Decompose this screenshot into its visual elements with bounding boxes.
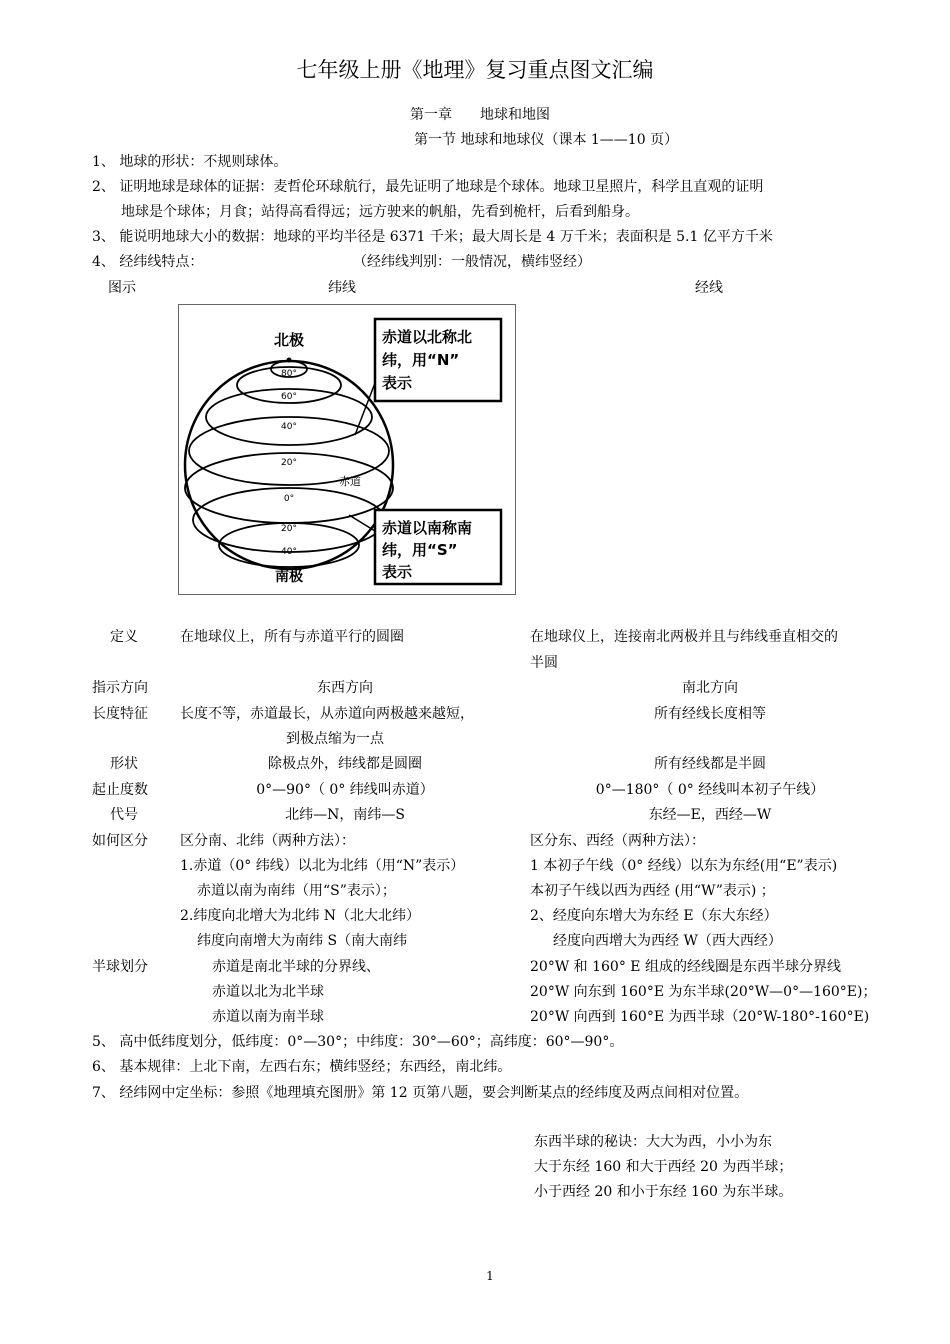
lat-definition: 在地球仪上，所有与赤道平行的圆圈 <box>180 629 404 645</box>
lat-distinguish-1: 区分南、北纬（两种方法）： <box>180 833 355 849</box>
point-4: 4、 经纬线特点： <box>92 254 204 270</box>
section-heading: 第一节 地球和地球仪（课本 1——10 页） <box>414 132 679 148</box>
callout-south-line-3: 表示 <box>382 563 413 581</box>
row-label-figure: 图示 <box>108 280 136 296</box>
callout-south-line-1: 赤道以南称南 <box>382 519 473 537</box>
callout-north-line-3: 表示 <box>382 374 413 392</box>
secret-line-3: 小于西经 20 和小于东经 160 为东半球。 <box>534 1184 793 1200</box>
lat-hemisphere-1: 赤道是南北半球的分界线、 <box>212 959 380 975</box>
lon-direction: 南北方向 <box>682 680 738 696</box>
point-4-note: （经纬线判别：一般情况，横纬竖经） <box>353 254 591 270</box>
lat-code: 北纬—N，南纬—S <box>285 807 405 823</box>
lon-distinguish-3: 本初子午线以西为西经 (用“W”表示) ； <box>530 883 775 899</box>
lat-label-20s: 20° <box>281 524 297 534</box>
lat-shape: 除极点外，纬线都是圆圈 <box>268 756 422 772</box>
lon-shape: 所有经线都是半圆 <box>654 756 766 772</box>
callout-north-line-1: 赤道以北称北 <box>382 328 473 346</box>
chapter-heading: 第一章 地球和地图 <box>410 107 550 123</box>
row-label-definition: 定义 <box>110 629 138 645</box>
point-1: 1、 地球的形状：不规则球体。 <box>92 154 288 170</box>
lat-hemisphere-2: 赤道以北为北半球 <box>212 984 324 1000</box>
lat-length-line-2: 到极点缩为一点 <box>286 731 384 747</box>
lon-distinguish-2: 1 本初子午线（0° 经线）以东为东经(用“E”表示) <box>530 858 838 874</box>
lat-label-40n: 40° <box>281 422 297 432</box>
point-2-line-2: 地球是个球体；月食；站得高看得远；远方驶来的帆船，先看到桅杆，后看到船身。 <box>121 204 639 220</box>
page-title: 七年级上册《地理》复习重点图文汇编 <box>296 58 654 82</box>
row-label-distinguish: 如何区分 <box>92 833 148 849</box>
globe-diagram <box>179 305 515 594</box>
lon-distinguish-5: 经度向西增大为西经 W（西大西经） <box>553 933 782 949</box>
secret-line-1: 东西半球的秘诀：大大为西，小小为东 <box>534 1134 772 1150</box>
lat-label-20n: 20° <box>281 458 297 468</box>
callout-south-line-2: 纬，用“S” <box>382 541 458 559</box>
point-5: 5、 高中低纬度划分，低纬度：0°—30°；中纬度：30°—60°；高纬度：60°—90°。 <box>92 1034 624 1050</box>
lat-label-80: 80° <box>281 369 297 379</box>
row-label-shape: 形状 <box>110 756 138 772</box>
lat-distinguish-5: 纬度向南增大为南纬 S（南大南纬 <box>197 933 408 949</box>
point-7: 7、 经纬网中定坐标：参照《地理填充图册》第 12 页第八题，要会判断某点的经纬度及两点间相对位置。 <box>92 1085 749 1101</box>
latitude-globe-figure <box>178 304 516 595</box>
lat-hemisphere-3: 赤道以南为南半球 <box>212 1009 324 1025</box>
callout-south-pointer <box>349 515 375 531</box>
lat-label-60: 60° <box>281 392 297 402</box>
lon-range: 0°—180°（ 0° 经线叫本初子午线） <box>595 782 825 798</box>
lat-distinguish-2: 1.赤道（0° 纬线）以北为北纬（用“N”表示） <box>180 858 465 874</box>
equator-label: 赤道 <box>339 475 361 488</box>
lat-distinguish-4: 2.纬度向北增大为北纬 N（北大北纬） <box>180 908 421 924</box>
lon-hemisphere-2: 20°W 向东到 160°E 为东半球(20°W—0°—160°E)； <box>530 984 877 1000</box>
lat-direction: 东西方向 <box>317 680 373 696</box>
lon-hemisphere-3: 20°W 向西到 160°E 为西半球（20°W-180°-160°E) <box>530 1009 870 1025</box>
row-label-length: 长度特征 <box>92 706 148 722</box>
north-pole-dot <box>287 358 292 363</box>
lon-code: 东经—E，西经—W <box>648 807 772 823</box>
lat-distinguish-3: 赤道以南为南纬（用“S”表示）； <box>197 883 396 899</box>
lat-label-0: 0° <box>283 494 295 504</box>
point-2-line-1: 2、 证明地球是球体的证据：麦哲伦环球航行，最先证明了地球是个球体。地球卫星照片，科学且直观的证明 <box>92 179 764 195</box>
south-pole-label: 南极 <box>275 569 303 585</box>
lat-length-line-1: 长度不等，赤道最长，从赤道向两极越来越短， <box>180 706 474 722</box>
lon-hemisphere-1: 20°W 和 160° E 组成的经线圈是东西半球分界线 <box>530 959 841 975</box>
row-label-direction: 指示方向 <box>92 680 148 696</box>
point-3: 3、 能说明地球大小的数据：地球的平均半径是 6371 千米；最大周长是 4 万千米；表面积是 5.1 亿平方千米 <box>92 229 773 245</box>
lon-distinguish-1: 区分东、西经（两种方法）： <box>530 833 705 849</box>
lat-label-40s: 40° <box>281 547 297 557</box>
row-label-hemisphere: 半球划分 <box>92 959 148 975</box>
north-pole-label: 北极 <box>273 331 305 349</box>
callout-north-line-2: 纬，用“N” <box>382 351 460 369</box>
lon-definition-line-2: 半圆 <box>530 655 558 671</box>
secret-line-2: 大于东经 160 和大于西经 20 为西半球； <box>534 1159 793 1175</box>
page-number: 1 <box>486 1269 494 1283</box>
lon-length: 所有经线长度相等 <box>654 706 766 722</box>
header-latitude: 纬线 <box>328 280 356 296</box>
row-label-range: 起止度数 <box>92 782 148 798</box>
row-label-code: 代号 <box>110 807 138 823</box>
lon-distinguish-4: 2、经度向东增大为东经 E（东大东经） <box>530 908 778 924</box>
callout-north-pointer <box>355 383 375 435</box>
header-longitude: 经线 <box>695 280 723 296</box>
lat-range: 0°—90°（ 0° 纬线叫赤道） <box>256 782 434 798</box>
point-6: 6、 基本规律：上北下南，左西右东；横纬竖经；东西经，南北纬。 <box>92 1059 512 1075</box>
lon-definition-line-1: 在地球仪上，连接南北两极并且与纬线垂直相交的 <box>530 629 838 645</box>
